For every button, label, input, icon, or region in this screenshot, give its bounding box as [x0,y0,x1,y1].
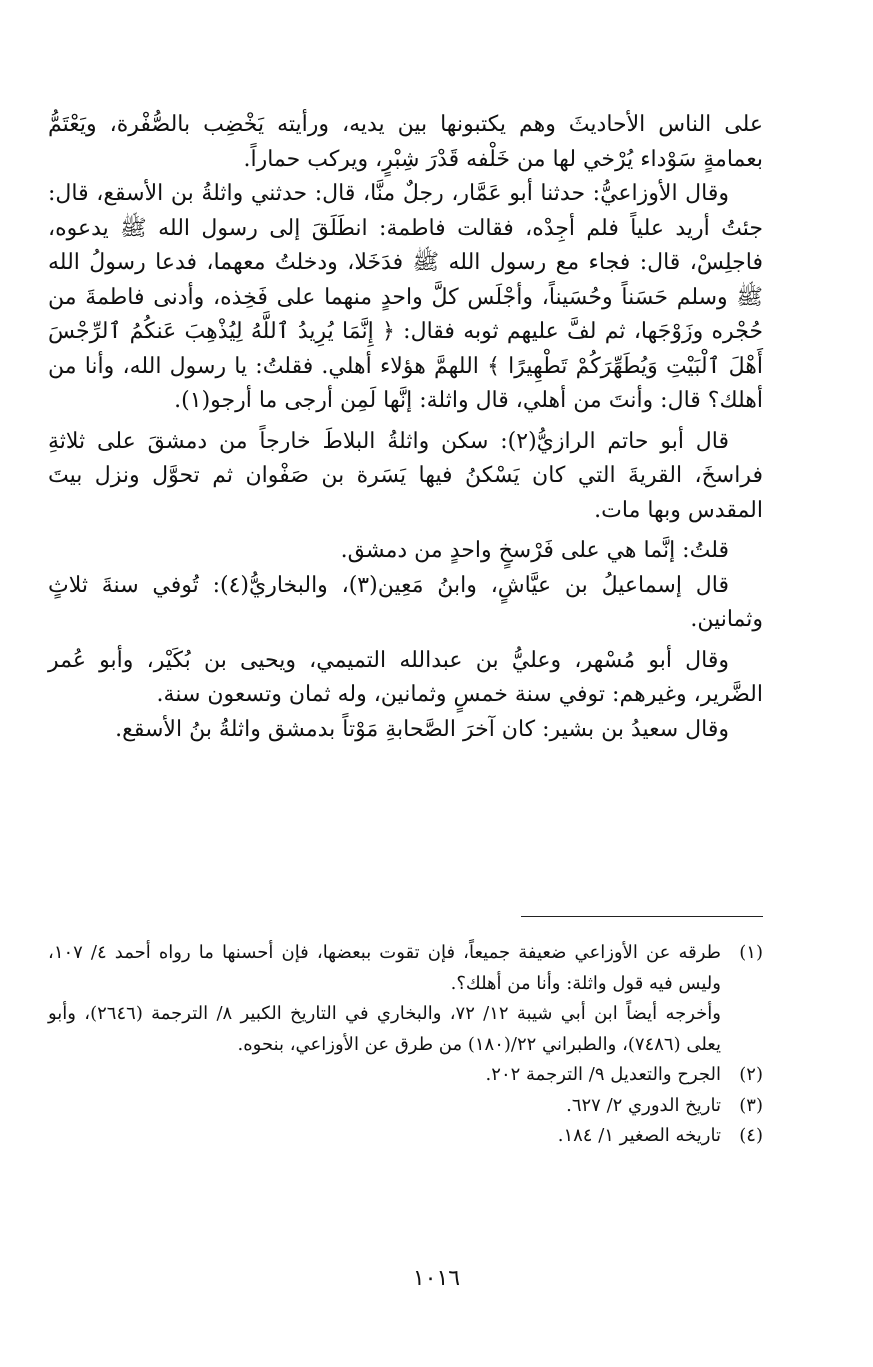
page-number: ١٠١٦ [412,1266,461,1291]
paragraph-continuation: على الناس الأحاديثَ وهم يكتبونها بين يديه، ورأيته يَخْضِب بالصُّفْرة، ويَعْتَمُّ بعمامةٍ سَوْداء يُرْخي لها من خَلْفه قَدْرَ شِبْرٍ، ويركب حماراً. [48,112,764,172]
paragraph-abu-hatim: قال أبو حاتم الرازيُّ(٢): سكن واثلةُ البلاطَ خارجاً من دمشقَ على ثلاثةِ فراسخَ، القريةَ التي كان يَسْكنُ فيها يَسَرة بن صَفْوان ثم تحوَّل ونزل بيتَ المقدس وبها مات. [48,428,763,523]
footnote-text: الجرح والتعديل ٩/ الترجمة ٢٠٢. [485,1064,721,1085]
footnote-text: طرقه عن الأوزاعي ضعيفة جميعاً، فإن تقوت ببعضها، فإن أحسنها ما رواه أحمد ٤/ ١٠٧، وليس فيه قول واثلة: وأنا من أهلك؟. [48,942,721,994]
paragraph-death-year-85: وقال أبو مُسْهر، وعليُّ بن عبدالله التميمي، ويحيى بن بُكَيْر، وأبو عُمر الضَّرير، وغيرهم: توفي سنة خمسٍ وثمانين، وله ثمان وتسعون سنة. [48,647,763,707]
footnote-number: (٤) [739,1125,763,1146]
main-text [48,108,763,747]
footnote-text: تاريخ الدوري ٢/ ٦٢٧. [566,1094,721,1116]
footnote-text: تاريخه الصغير ١/ ١٨٤. [557,1125,721,1146]
footnote-number: (٣) [739,1094,763,1116]
footnote-1-continuation: وأخرجه أيضاً ابن أبي شيبة ١٢/ ٧٢، والبخاري في التاريخ الكبير ٨/ الترجمة (٢٦٤٦)، وأبو يعلى (٧٤٨٦)، والطبراني ٢٢/(١٨٠) من طرق عن الأوزاعي، بنحوه. [48,1003,721,1055]
footnotes [48,938,763,1152]
paragraph-awzai-narration: وقال الأوزاعيُّ: حدثنا أبو عَمَّار، رجلٌ منَّا، قال: حدثني واثلةُ بن الأسقع، قال: جئتُ أريد علياً فلم أجِدْه، فقالت فاطمة: انطَلَقَ إلى رسول الله ﷺ يدعوه، فاجلِسْ، قال: فجاء مع رسول الله ﷺ فدَخَلا، ودخلتُ معهما، فدعا رسولُ الله ﷺ وسلم حَسَناً وحُسَيناً، وأجْلَس كلَّ واحدٍ منهما على فَخِذه، وأدنى فاطمةَ من حُجْره وزَوْجَها، ثم لفَّ عليهم ثوبه فقال: ﴿ إِنَّمَا يُرِيدُ ٱللَّهُ لِيُذْهِبَ عَنكُمُ ٱلرِّجْسَ أَهْلَ ٱلْبَيْتِ وَيُطَهِّرَكُمْ تَطْهِيرًا ﴾ اللهمَّ هؤلاء أهلي. فقلتُ: يا رسول الله، وأنا من أهلك؟ قال: وأنتَ من أهلي، قال واثلة: إنَّها لَمِن أرجى ما أرجو(١). [48,181,763,413]
footnote-separator [521,916,763,917]
paragraph-death-year-83: قال إسماعيلُ بن عيَّاشٍ، وابنُ مَعِين(٣)، والبخاريُّ(٤): تُوفي سنةَ ثلاثٍ وثمانين. [48,572,763,632]
footnote-3 [48,1091,763,1122]
footnote-2 [48,1060,763,1091]
footnote-4 [48,1121,763,1152]
paragraph-last-companion: وقال سعيدُ بن بشير: كان آخرَ الصَّحابةِ مَوْتاً بدمشق واثلةُ بنُ الأسقع. [115,716,729,742]
footnote-1 [48,938,763,999]
footnote-number: (٢) [739,1064,763,1085]
footnote-number: (١) [739,942,763,963]
paragraph-author-comment: قلتُ: إنَّما هي على فَرْسخٍ واحدٍ من دمشق. [340,538,729,563]
